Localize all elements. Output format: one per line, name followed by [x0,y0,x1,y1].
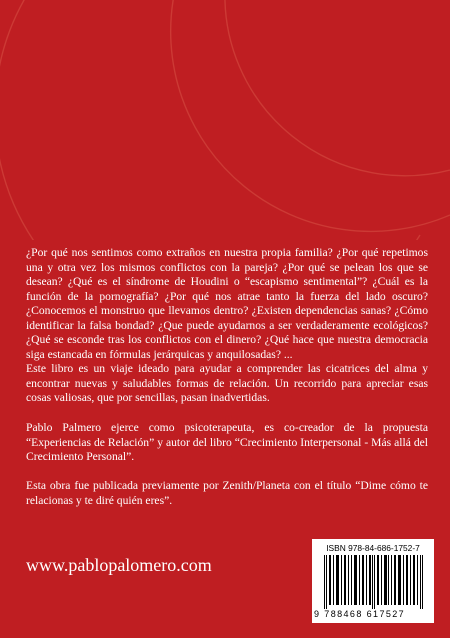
barcode-digits: 9 788468 617527 [314,609,406,619]
barcode-icon [316,555,430,609]
decorative-arcs [0,0,450,240]
synopsis-description: Este libro es un viaje ideado para ayudar a comprender las cicatrices del alma y encontrar nuevas y saludables formas de relación. Un recorrido para apreciar esas cosas valiosas, que por sencillas, pasan inadvertidas. [26,362,428,404]
website-link[interactable]: www.pablopalomero.com [26,555,212,575]
isbn-barcode [312,539,434,623]
isbn-label: ISBN 978-84-686-1752-7 [326,543,420,553]
synopsis-questions: ¿Por qué nos sentimos como extraños en nuestra propia familia? ¿Por qué repetimos una y otra vez los mismos conflictos con la pareja? ¿Por qué se pelean los que se desean? ¿Qué es el síndrome de Houdini o “escapismo sentimental”? ¿Cuál es la función de la pornografía? ¿Por qué nos atrae tanto la fuerza del lado oscuro? ¿Conocemos el monstruo que llevamos dentro? ¿Existen dependencias sanas? ¿Cómo identificar la falsa bondad? ¿Que puede ayudarnos a ser verdaderamente ecológicos? ¿Qué se esconde tras los conflictos con el dinero? ¿Qué hace que nuestra democracia siga estancada en fórmulas jerárquicas y anquilosadas? ... [26,246,428,361]
publication-note: Esta obra fue publicada previamente por Zenith/Planeta con el título “Dime cómo te relacionas y te diré quién eres”. [26,479,428,507]
author-bio: Pablo Palmero ejerce como psicoterapeuta, es co-creador de la propuesta “Experiencias de Relación” y autor del libro “Crecimiento Interpersonal - Más allá del Crecimiento Personal”. [26,421,428,463]
